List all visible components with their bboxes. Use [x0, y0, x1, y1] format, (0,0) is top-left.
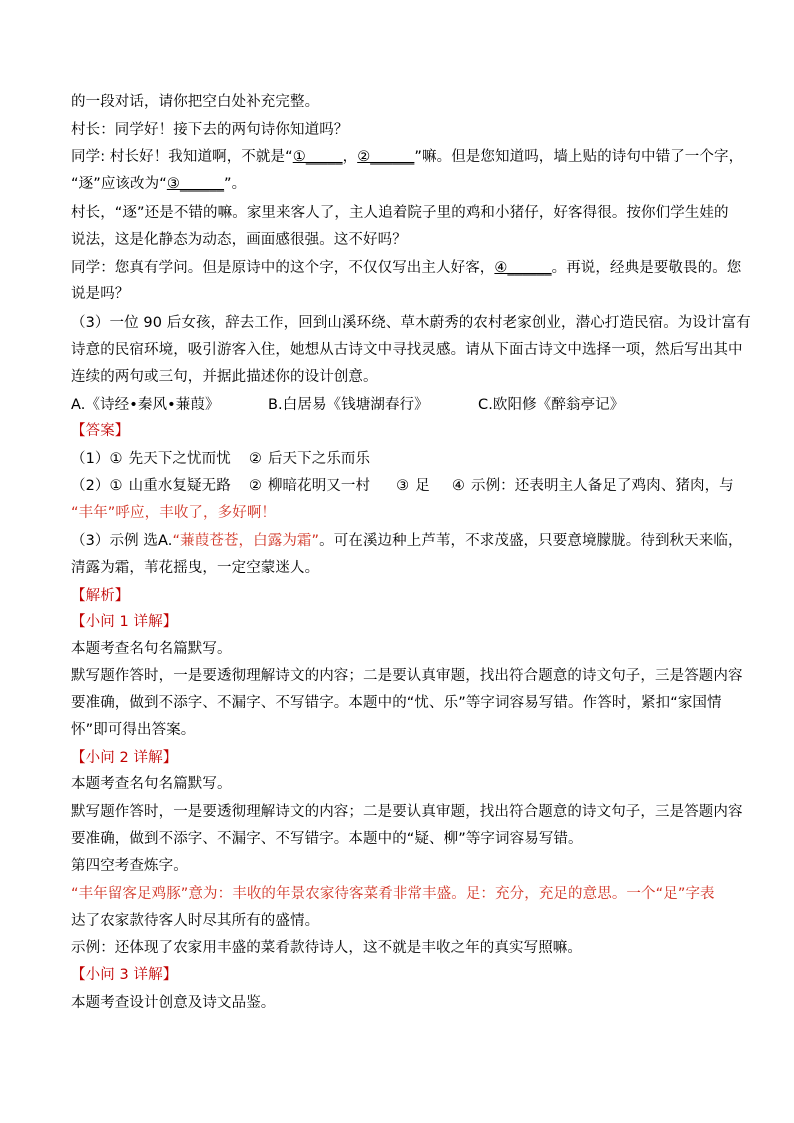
- dialog-line-student-2: [71, 174, 246, 194]
- sub-question-3-header: 【小问 3 详解】: [71, 967, 178, 983]
- dialog-text: ，: [342, 149, 358, 165]
- sub-question-1-line-2: 默写题作答时，一是要透彻理解诗文的内容；二是要认真审题，找出符合题意的诗文句子，三是答题内容: [71, 668, 743, 684]
- option-c: C.欧阳修《醉翁亭记》: [478, 397, 625, 413]
- answer-text: 足: [415, 478, 430, 494]
- answer-2-line-1: [71, 476, 734, 496]
- question-3-options: [71, 395, 624, 415]
- blank-4: ④______: [494, 260, 552, 276]
- intro-line-1: 的一段对话，请你把空白处补充完整。: [71, 94, 320, 110]
- answer-text: 山重水复疑无路: [128, 478, 231, 494]
- answer-header: 【答案】: [71, 423, 130, 439]
- answer-num: （1）①: [71, 451, 123, 467]
- answer-text: 柳暗花明又一村: [267, 478, 371, 494]
- sub-question-2-line-4: 第四空考查炼字。: [71, 858, 188, 874]
- sub-question-1-line-1: 本题考查名句名篇默写。: [71, 641, 232, 657]
- answer-quote: “蒹葭苍苍，白露为霜”: [172, 533, 320, 549]
- blank-2: ②______: [357, 149, 415, 165]
- analysis-header: 【解析】: [71, 588, 130, 604]
- sub-question-1-line-4: 怀”即可得出答案。: [71, 722, 196, 738]
- answer-num: ②: [248, 478, 262, 494]
- dialog-text: 同学：您真有学问。但是原诗中的这个字，不仅仅写出主人好客，: [71, 260, 495, 276]
- question-3-line-2: 诗意的民宿环境，吸引游客入住，她想从古诗文中寻找灵感。请从下面古诗文中选择一项，然后写出其中: [71, 342, 743, 358]
- dialog-text: “逐”应该改为“: [71, 176, 167, 192]
- answer-num: ③: [396, 478, 410, 494]
- blank-3: ③______: [166, 176, 225, 192]
- dialog-text: ”。: [224, 176, 247, 192]
- answer-text: 先天下之忧而忧: [128, 451, 231, 467]
- sub-question-2-line-6: 达了农家款待客人时尽其所有的盛情。: [71, 913, 320, 929]
- sub-question-2-line-1: 本题考查名句名篇默写。: [71, 776, 232, 792]
- answer-text: 后天下之乐而乐: [267, 451, 371, 467]
- sub-question-1-line-3: 要准确，做到不添字、不漏字、不写错字。本题中的“忧、乐”等字词容易写错。作答时，紧扣“家国情: [71, 695, 722, 711]
- question-3-line-1: （3）一位 90 后女孩，辞去工作，回到山溪环绕、草木蔚秀的农村老家创业，潜心打造民宿。为设计富有: [71, 315, 751, 331]
- answer-num: ④: [451, 478, 465, 494]
- sub-question-2-line-2: 默写题作答时，一是要透彻理解诗文的内容；二是要认真审题，找出符合题意的诗文句子，三是答题内容: [71, 804, 743, 820]
- sub-question-2-line-7: 示例：还体现了农家用丰盛的菜肴款待诗人，这不就是丰收之年的真实写照嘛。: [71, 940, 582, 956]
- sub-question-2-header: 【小问 2 详解】: [71, 750, 178, 766]
- answer-text: 。可在溪边种上芦苇，不求茂盛，只要意境朦胧。待到秋天来临，: [319, 533, 743, 549]
- dialog-line-student-4: 说是吗？: [71, 286, 130, 302]
- dialog-line-village-chief-2: 村长，“逐”还是不错的嘛。家里来客人了，主人追着院子里的鸡和小猪仔，好客得很。按你们学生娃的: [71, 205, 729, 221]
- answer-num: （2）①: [71, 478, 123, 494]
- answer-1: [71, 449, 370, 469]
- dialog-text: ”嘛。但是您知道吗，墙上贴的诗句中错了一个字，: [414, 149, 744, 165]
- answer-2-line-2: “丰年”呼应，丰收了，多好啊！: [71, 505, 277, 521]
- option-a: A.《诗经•秦风•蒹葭》: [71, 397, 220, 413]
- dialog-line-student-3: [71, 258, 741, 278]
- dialog-line-village-chief-3: 说法，这是化静态为动态，画面感很强。这不好吗？: [71, 232, 407, 248]
- sub-question-1-header: 【小问 1 详解】: [71, 614, 178, 630]
- answer-text: 示例：还表明主人备足了鸡肉、猪肉，与: [470, 478, 734, 494]
- dialog-text: 同学: 村长好！我知道啊，不就是“: [71, 149, 293, 165]
- option-b: B.白居易《钱塘湖春行》: [268, 397, 429, 413]
- blank-1: ①_____: [292, 149, 343, 165]
- dialog-line-student-1: [71, 147, 743, 167]
- answer-num: ②: [248, 451, 262, 467]
- question-3-line-3: 连续的两句或三句，并据此描述你的设计创意。: [71, 369, 378, 385]
- sub-question-2-line-3: 要准确，做到不添字、不漏字、不写错字。本题中的“疑、柳”等字词容易写错。: [71, 831, 583, 847]
- dialog-line-village-chief-1: 村长：同学好！接下去的两句诗你知道吗？: [71, 122, 349, 138]
- answer-text: （3）示例 选A.: [71, 533, 173, 549]
- dialog-text: 。再说，经典是要敬畏的。您: [551, 260, 742, 276]
- sub-question-2-line-5: “丰年留客足鸡豚”意为：丰收的年景农家待客菜肴非常丰盛。足：充分，充足的意思。一个“足”字表: [71, 886, 715, 902]
- answer-3-line-2: 清露为霜，苇花摇曳，一定空蒙迷人。: [71, 560, 320, 576]
- answer-3-line-1: [71, 531, 743, 551]
- sub-question-3-line-1: 本题考查设计创意及诗文品鉴。: [71, 995, 276, 1011]
